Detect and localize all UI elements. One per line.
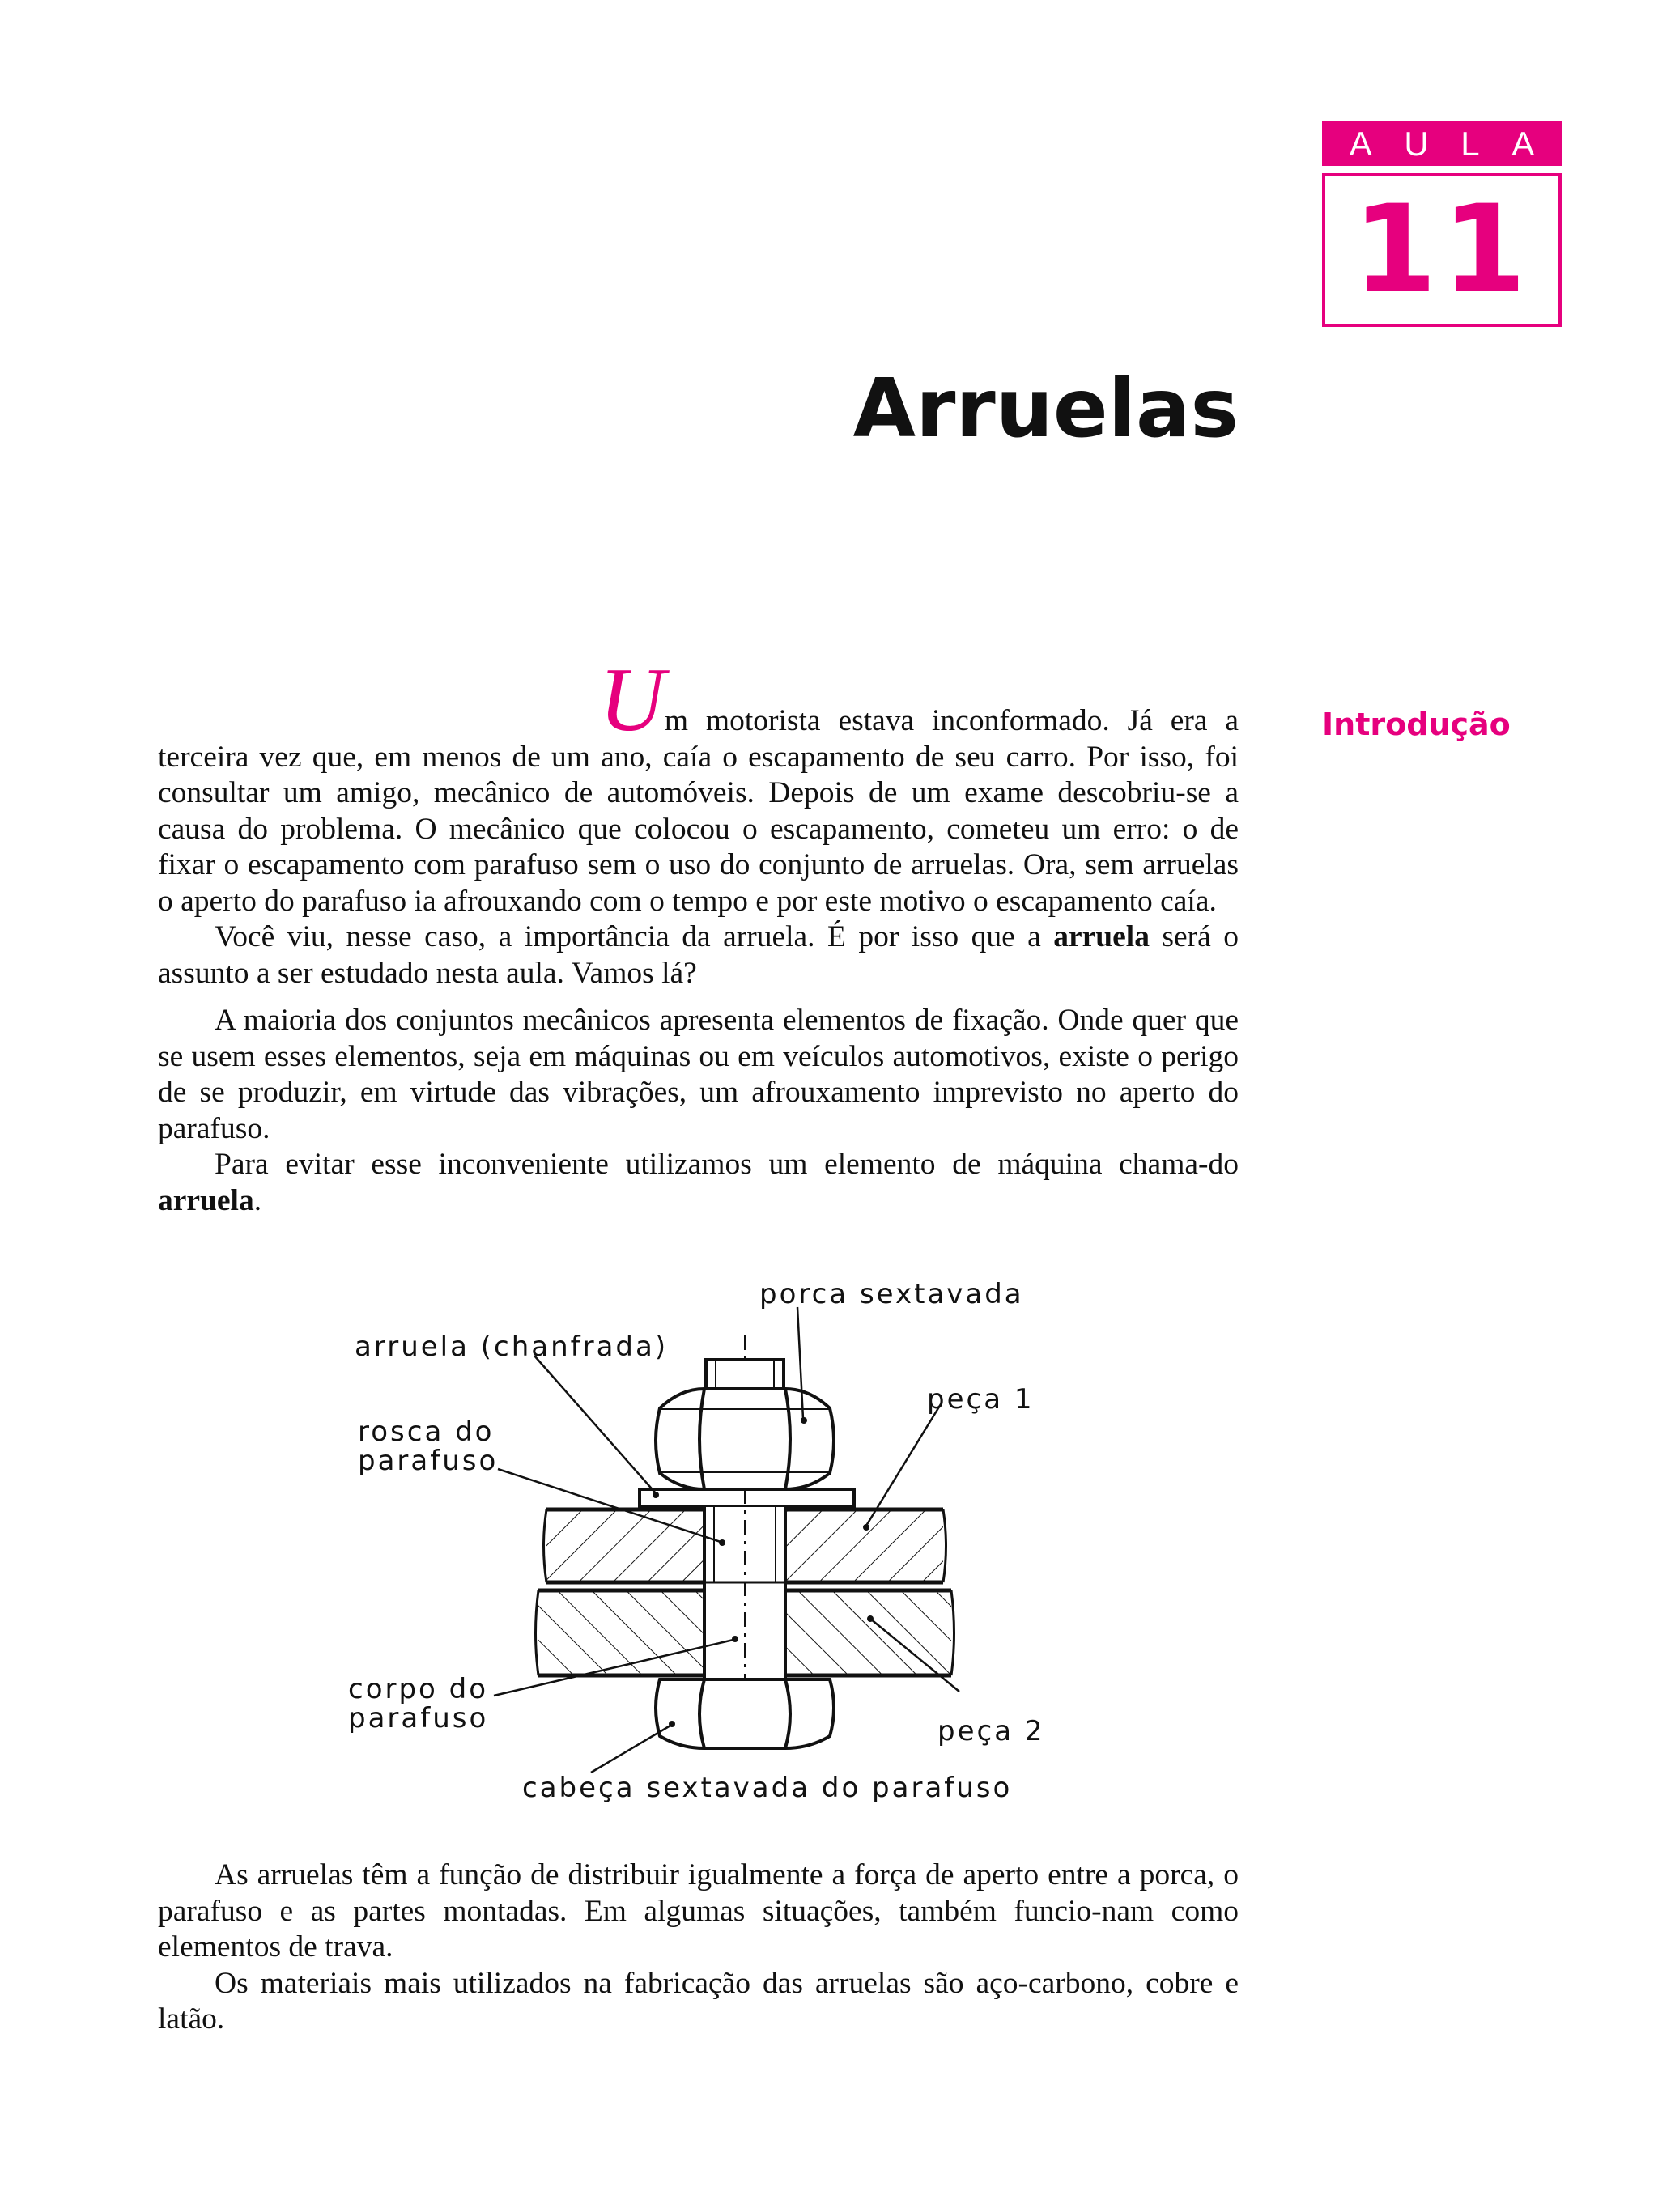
- label-porca: porca sextavada: [759, 1278, 1024, 1310]
- paragraph-4: [158, 1147, 1239, 1219]
- label-arruela: arruela (chanfrada): [355, 1331, 669, 1363]
- page-title: Arruelas: [852, 361, 1239, 456]
- term-arruela: arruela: [158, 1183, 254, 1217]
- aula-letter: U: [1404, 125, 1429, 163]
- intro-text: [158, 650, 1239, 1219]
- label-cabeca: cabeça sextavada do parafuso: [522, 1772, 1013, 1804]
- term-arruela: arruela: [1053, 920, 1150, 953]
- paragraph-5: As arruelas têm a função de distribuir igualmente a força de aperto entre a porca, o parafuso e as partes montadas. Em algumas situações, também funcio-nam como elementos de trava.: [158, 1858, 1239, 1964]
- paragraph-1-line-1: m motorista estava inconformado. Já era a: [664, 704, 1239, 737]
- aula-letter: A: [1511, 125, 1535, 163]
- aula-number: 11: [1322, 173, 1562, 327]
- paragraph-6: Os materiais mais utilizados na fabricação das arruelas são aço-carbono, cobre e latão.: [158, 1966, 1239, 2036]
- hex-nut: [656, 1389, 834, 1489]
- paragraph-2-text: Você viu, nesse caso, a importância da arruela. É por isso que a: [215, 920, 1054, 953]
- bolt-head: [656, 1679, 834, 1748]
- label-peca-2: peça 2: [937, 1715, 1045, 1747]
- closing-text: [158, 1857, 1239, 2038]
- bolt-assembly-figure: [340, 1271, 1069, 1805]
- label-corpo-1: corpo do: [348, 1673, 489, 1705]
- aula-letter: A: [1349, 125, 1372, 163]
- aula-badge: [1322, 121, 1562, 327]
- paragraph-2: [158, 919, 1239, 991]
- aula-letter: L: [1460, 125, 1480, 163]
- paragraph-1-rest: terceira vez que, em menos de um ano, caía o escapamento de seu carro. Por isso, foi consultar um amigo, mecânico de automóveis. Depois de um exame descobriu-se a causa do problema. O mecânico que colocou o escapamento, cometeu um erro: o de fixar o escapamento com parafuso sem o uso do conjunto de arruelas. Ora, sem arruelas o aperto do parafuso ia afrouxando com o tempo e por este motivo o escapamento caía.: [158, 740, 1239, 918]
- paragraph-2-text-end: será o assunto a ser estudado nesta aula. Vamos lá?: [158, 920, 1239, 990]
- washer: [640, 1489, 854, 1507]
- paragraph-4-end: .: [253, 1183, 262, 1217]
- label-corpo-2: parafuso: [348, 1702, 489, 1734]
- bolt-assembly-drawing: [340, 1271, 1069, 1805]
- paragraph-4-text: Para evitar esse inconveniente utilizamos um elemento de máquina chama-do: [215, 1148, 1239, 1181]
- paragraph-1: [158, 650, 1239, 919]
- label-rosca-2: parafuso: [358, 1445, 499, 1477]
- paragraph-3: A maioria dos conjuntos mecânicos apresenta elementos de fixação. Onde quer que se usem esses elementos, seja em máquinas ou em veículos automotivos, existe o perigo de se produzir, em virtude das vibrações, um afrouxamento imprevisto no aperto do parafuso.: [158, 1004, 1239, 1145]
- bolt-tip: [706, 1360, 784, 1389]
- drop-cap: U: [599, 650, 665, 750]
- aula-label: [1322, 121, 1562, 166]
- label-peca-1: peça 1: [927, 1383, 1035, 1416]
- label-rosca-1: rosca do: [358, 1416, 495, 1448]
- section-label: Introdução: [1322, 707, 1511, 742]
